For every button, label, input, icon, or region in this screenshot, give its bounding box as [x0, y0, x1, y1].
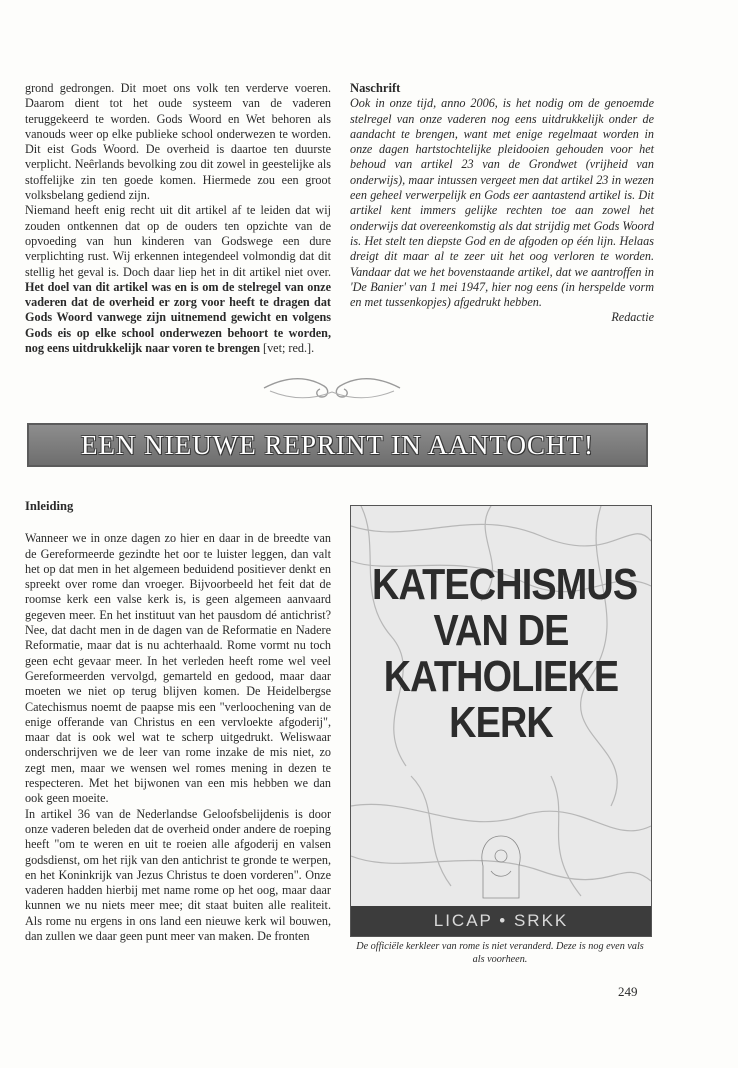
cover-title-line: KATHOLIEKE: [383, 652, 619, 701]
editor-note: [vet; red.].: [259, 341, 315, 356]
postscript-heading: Naschrift: [350, 81, 401, 95]
publisher-band: LICAP • SRKK: [351, 906, 651, 936]
page-number: 249: [618, 984, 638, 999]
section-banner: [27, 423, 648, 467]
paragraph: In artikel 36 van de Nederlandse Geloofsbelijdenis is door onze vaderen beleden dat de overheid onder andere de roeping heeft "om te weren en uit te roeien alle afgoderij en valsen godsdienst, om het rijk van den antichrist te gronde te werpen, en het Koninkrijk van Jezus Christus te doen vorderen". Onze vaderen hadden hierbij met name rome op het oog, maar daar kunnen we nu niets meer mee; dit staat buiten alle realiteit. Als rome nu ergens in ons land een nieuwe kerk wil bouwen, dan zullen we daar geen punt meer van maken. De fronten: [25, 806, 331, 944]
book-cover-image: [350, 505, 652, 937]
paragraph: grond gedrongen. Dit moet ons volk ten verderve voeren. Daarom dient tot het oude systeem van de vaderen teruggekeerd te worden. Gods Woord en Wet behoren als vanouds weer op elke publieke school onderwezen te worden. Dit eist Gods Woord. De overheid is daartoe ten duurste verplicht. Neêrlands bevolking zou dit zowel in geestelijke als stoffelijke zin ten goede komen. Hiermede zou een groot volksbelang gediend zijn.: [25, 81, 331, 203]
introduction-section: [25, 499, 331, 944]
cover-title-line: KERK: [449, 698, 553, 747]
cover-title-line: KATECHISMUS: [372, 560, 638, 609]
signature: Redactie: [611, 310, 654, 325]
cover-title-line: VAN DE: [433, 606, 569, 655]
article-continuation: [25, 81, 331, 356]
paragraph: [25, 203, 331, 356]
banner-title: EEN NIEUWE REPRINT IN AANTOCHT!: [81, 429, 594, 460]
postscript: [350, 81, 654, 326]
bold-text: Het doel van dit artikel was en is om de stelregel van onze vaderen dat de overheid er zorg voor heeft te dragen dat Gods Woord vanwege zijn uitnemend gewicht en volgens Gods eis op elke school onderwezen behoort te worden, nog eens uitdrukkelijk naar voren te brengen: [25, 279, 331, 356]
paragraph-text: Niemand heeft enig recht uit dit artikel af te leiden dat wij zouden ontkennen dat op de ouders ten opzichte van de opvoeding van hun kinderen van Godswege een dure verplichting rust. Wij erkennen integendeel volmondig dat dit stellig het geval is. Doch daar liep het in dit artikel niet over.: [25, 203, 331, 279]
ornament-flourish: [262, 370, 402, 404]
paragraph: Wanneer we in onze dagen zo hier en daar in de breedte van de Gereformeerde gezindte het oor te luister leggen, dan valt het op dat men in het algemeen beduidend positiever denkt en spreekt over rome dan vroeger. Bijvoorbeeld het feit dat de roomse kerk een valse kerk is, is geen algemeen aanvaard gegeven meer. En het instituut van het pausdom dé antichrist? Nee, dat dacht men in de dagen van de Reformatie en Nadere Reformatie, maar dat is nu achterhaald. Rome vormt nu toch geen echt gevaar meer. In het verleden heeft rome wel veel Gereformeerden vervolgd, gemarteld en gedood, maar daar moeten we niet op terug blijven komen. De Heidelbergse Catechismus noemt de paapse mis een "verloochening van de enige offerande van Christus en een vervloekte afgoderij", maar dat is ook wel wat te scherp uitgedrukt. Weliswaar onderschrijven we de leer van rome inzake de mis niet, zo zegt men, maar we wensen wel romes mening in dezen te respecteren. Met het bijwonen van een mis hebben we dan ook geen moeite.: [25, 531, 331, 806]
section-heading: Inleiding: [25, 499, 74, 513]
postscript-body: Ook in onze tijd, anno 2006, is het nodig om de genoemde stelregel van onze vaderen nog eens uitdrukkelijk onder de aandacht te brengen, want met enige regelmaat worden in onze dagen hartstochtelijke pleidooien gehouden voor het behoud van artikel 23 van de Grondwet (vrijheid van onderwijs), maar intussen vergeet men dat artikel 23 in wezen een geheel verwerpelijk en Gods eer aantastend artikel is. Dit artikel kent immers gelijke rechten toe aan zowel het onderwijs dat overeenkomstig als dat strijdig met Gods Woord is. Het stelt ten diepste God en de afgoden op één lijn. Helaas dreigt dit maar al te zeer uit het oog verloren te worden. Vandaar dat we het bovenstaande artikel, dat we aantroffen in 'De Banier' van 1 mei 1947, hier nog eens (in herspelde vorm en met tussenkopjes) afgedrukt hebben.: [350, 96, 655, 310]
image-caption: De officiële kerkleer van rome is niet veranderd. Deze is nog even vals als voorheen.: [356, 941, 644, 965]
